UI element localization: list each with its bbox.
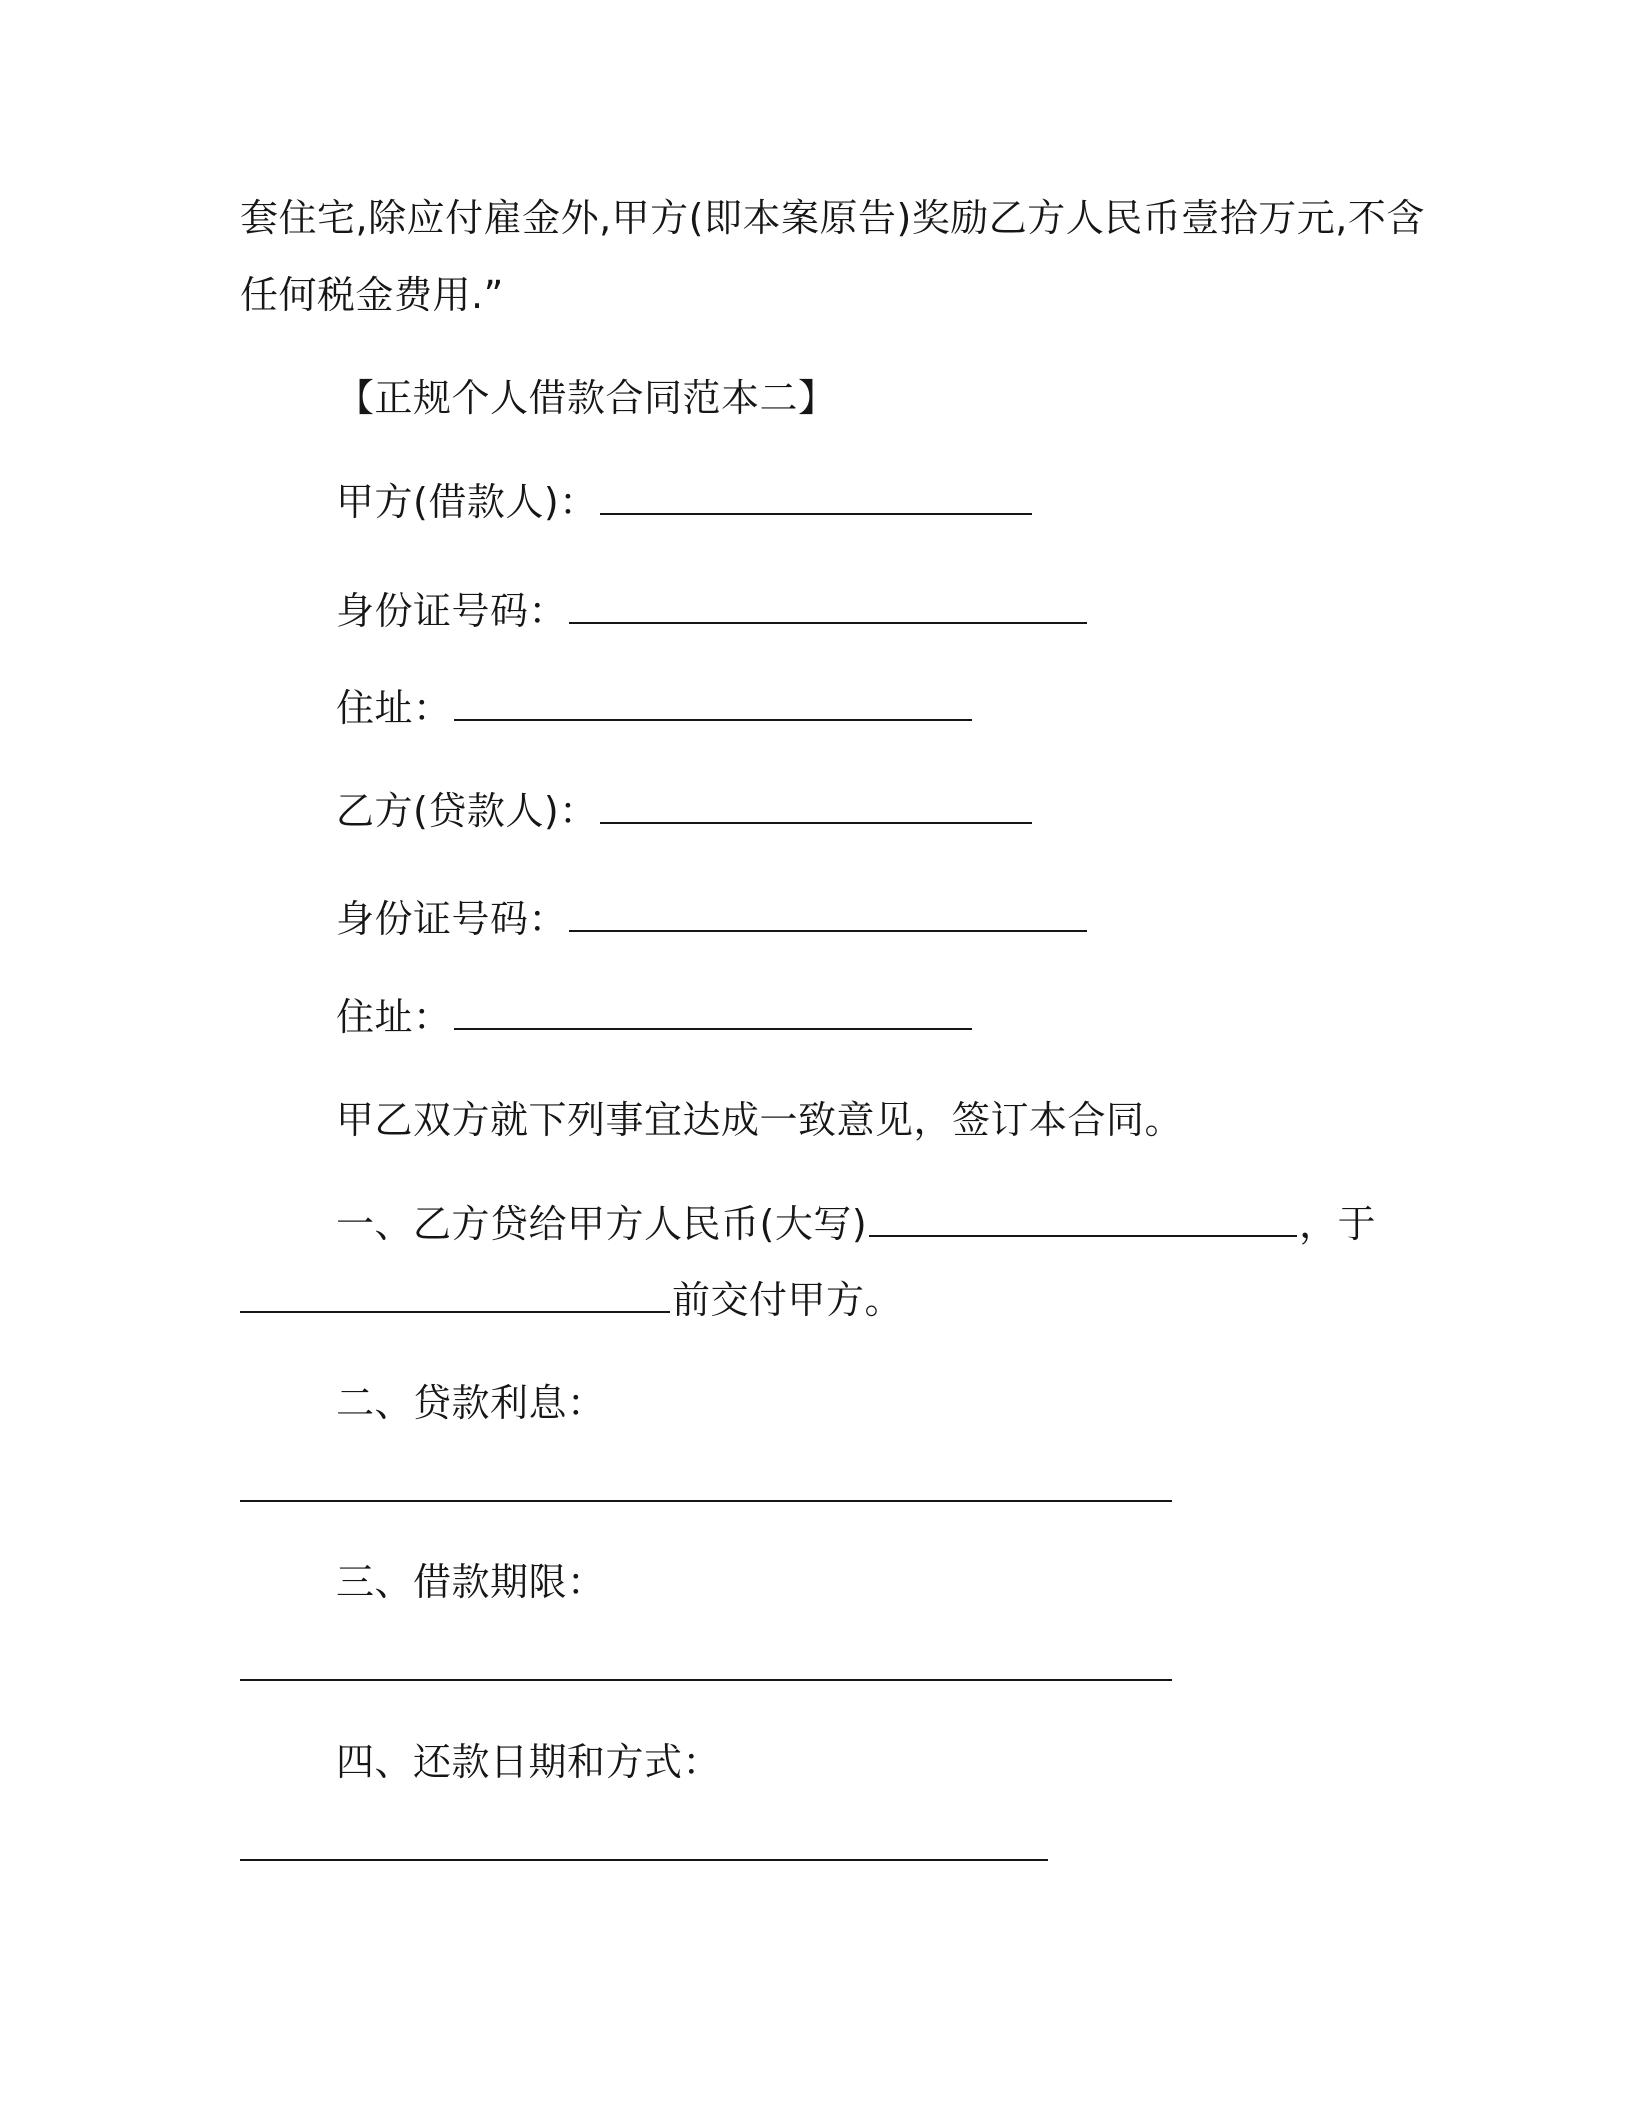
party-a-id-label: 身份证号码： xyxy=(336,589,568,633)
party-a-label: 甲方(借款人)： xyxy=(336,480,598,524)
clause-2-heading: 二、贷款利息： xyxy=(336,1381,606,1425)
party-a-name-blank[interactable] xyxy=(600,483,1032,515)
party-b-id-label: 身份证号码： xyxy=(336,897,568,941)
party-a-address-blank[interactable] xyxy=(454,689,972,721)
party-b-address-label: 住址： xyxy=(336,995,452,1039)
party-a-id-row xyxy=(336,586,1089,636)
clause-2-blank[interactable] xyxy=(240,1500,1172,1502)
contract-heading: 【正规个人借款合同范本二】 xyxy=(336,376,837,420)
clause-4-heading: 四、还款日期和方式： xyxy=(336,1740,722,1784)
party-b-name-blank[interactable] xyxy=(600,792,1032,824)
clause-3-blank[interactable] xyxy=(240,1679,1172,1681)
agreement-statement: 甲乙双方就下列事宜达成一致意见，签订本合同。 xyxy=(336,1098,1184,1142)
clause-1-amount-blank[interactable] xyxy=(869,1205,1297,1237)
party-b-address-row xyxy=(336,992,974,1042)
intro-line-1: 套住宅,除应付雇金外,甲方(即本案原告)奖励乙方人民币壹拾万元,不含 xyxy=(240,196,1425,240)
intro-line-2: 任何税金费用.” xyxy=(240,273,504,317)
party-a-id-blank[interactable] xyxy=(569,592,1087,624)
clause-1-text-after: 前交付甲方。 xyxy=(672,1278,904,1322)
clause-1-line-1 xyxy=(336,1199,1376,1249)
party-b-id-row xyxy=(336,894,1089,944)
clause-1-line-2 xyxy=(240,1275,903,1325)
party-b-label: 乙方(贷款人)： xyxy=(336,789,598,833)
clause-3-heading: 三、借款期限： xyxy=(336,1560,606,1604)
clause-1-text-mid: ，于 xyxy=(1299,1202,1377,1246)
party-a-address-row xyxy=(336,683,974,733)
clause-1-text-before: 一、乙方贷给甲方人民币(大写) xyxy=(336,1202,868,1246)
clause-1-date-blank[interactable] xyxy=(240,1281,670,1313)
party-b-id-blank[interactable] xyxy=(569,900,1087,932)
clause-4-blank[interactable] xyxy=(240,1859,1048,1861)
party-a-row xyxy=(336,477,1034,527)
party-b-address-blank[interactable] xyxy=(454,998,972,1030)
party-a-address-label: 住址： xyxy=(336,686,452,730)
party-b-row xyxy=(336,786,1034,836)
